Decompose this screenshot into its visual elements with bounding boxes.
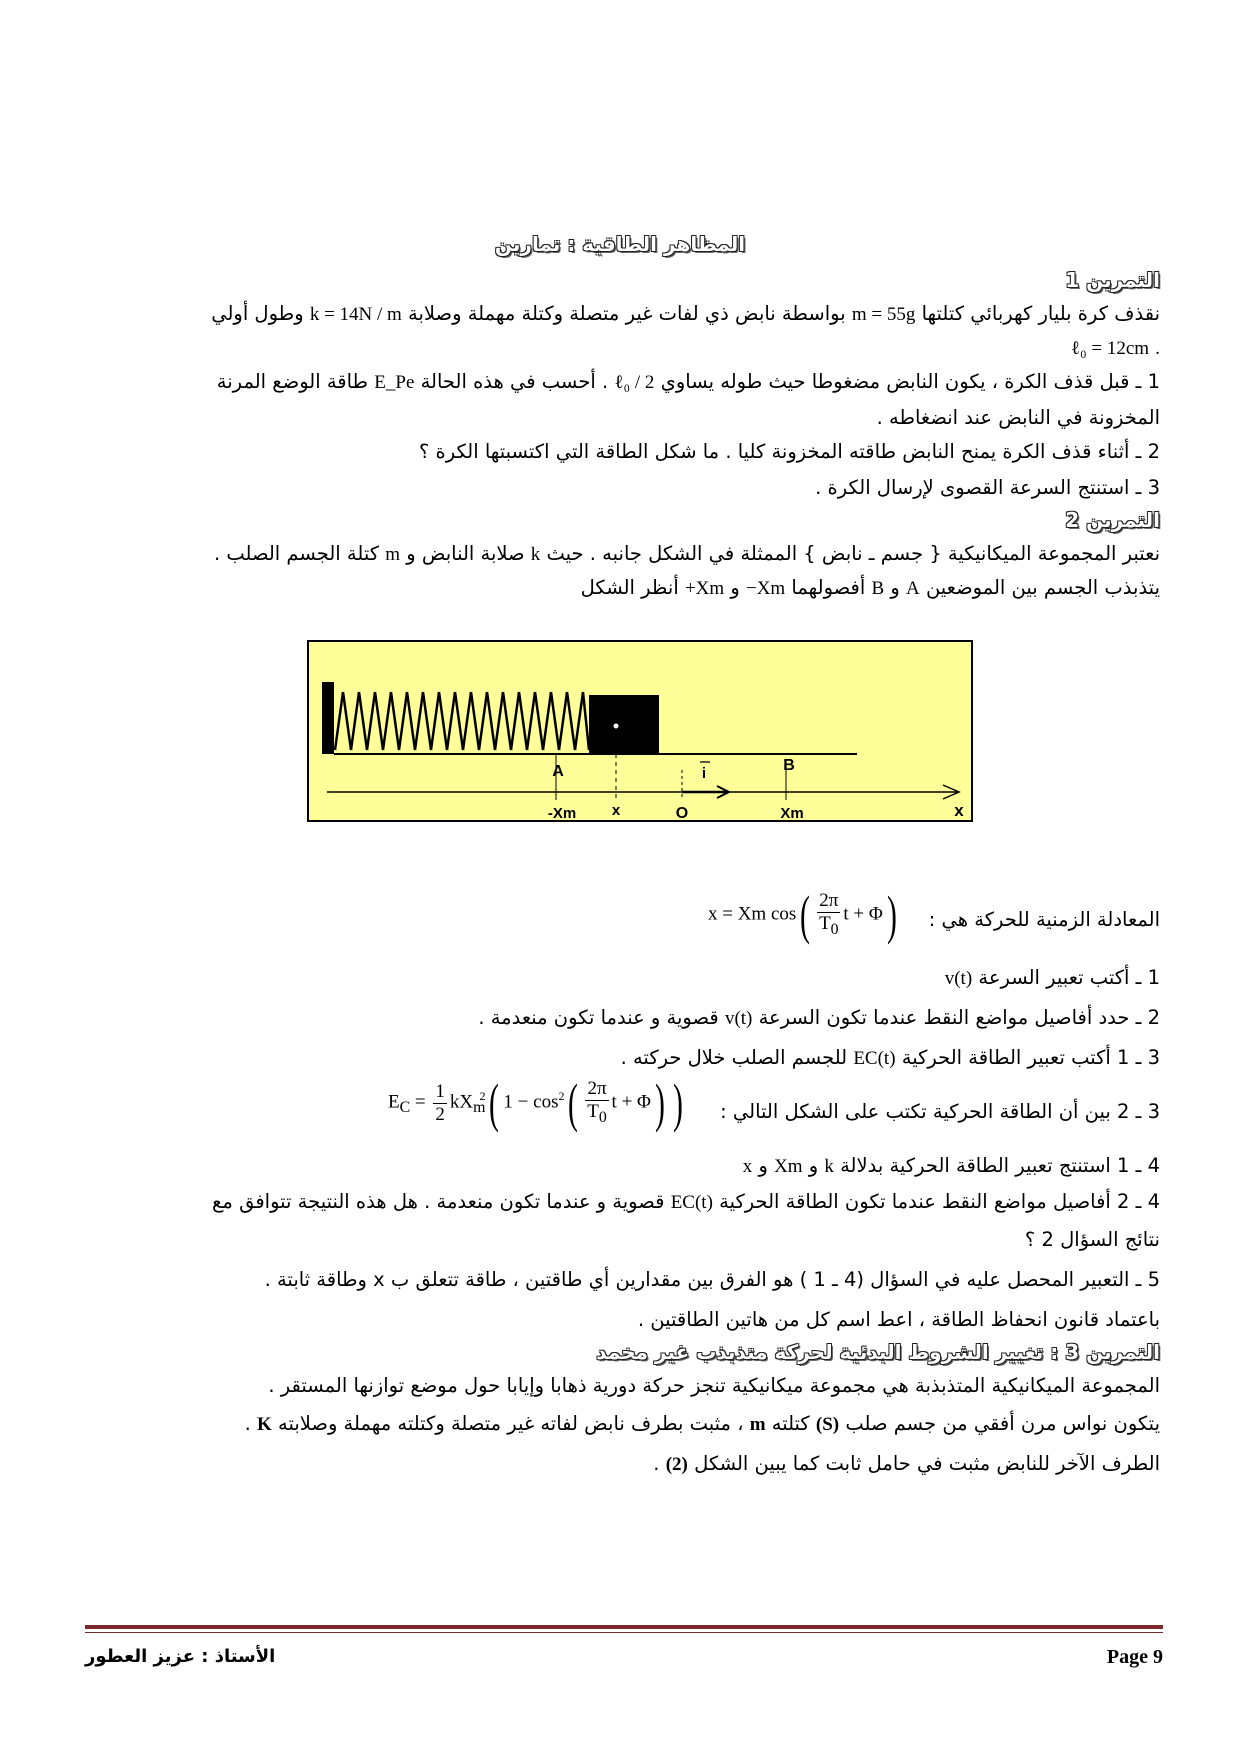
footer-page-number: Page 9 [1106,1646,1163,1668]
ex2-q42-cont: نتائج السؤال 2 ؟ [1024,1228,1160,1251]
mass-center [614,724,619,729]
ex2-q2: 2 ـ حدد أفاصيل مواضع النقط عندما تكون السرعة v(t) قصوية و عندما تكون منعدمة . [478,1006,1160,1029]
motion-equation: x = Xm cos( $\frac{2\pi}{T_0}$ t + Φ) [708,885,897,945]
footer-rule-thick [85,1625,1163,1629]
ex2-line1: نعتبر المجموعة الميكانيكية { جسم ـ نابض } الممثلة في الشكل جانبه . حيث k صلابة النابض و m كتلة الجسم الصلب . [213,542,1160,565]
ex2-q5: 5 ـ التعبير المحصل عليه في السؤال (4 ـ 1 ) هو الفرق بين مقدارين أي طاقتين ، طاقة تتعلق ب x وطاقة ثابتة . [264,1268,1160,1291]
label-neg-xm: -Xm [547,805,577,822]
ex3-heading: التمرين 3 : تغيير الشروط البدئية لحركة متذبذب غير مخمد [596,1340,1160,1364]
ex3-line2: يتكون نواس مرن أفقي من جسم صلب (S) كتلته m ، مثبت بطرف نابض لفاته غير متصلة وكتلته مهملة وصلابته K . [244,1412,1160,1435]
ex2-q42: 4 ـ 2 أفاصيل مواضع النقط عندما تكون الطاقة الحركية EC(t) قصوية و عندما تكون منعدمة . هل هذه النتيجة تتوافق مع [212,1190,1160,1213]
spring-mass-figure [307,640,973,822]
label-x: x [611,802,621,819]
ex3-line1: المجموعة الميكانيكية المتذبذبة هي مجموعة ميكانيكية تنجز حركة دورية ذهابا وإيابا حول موضع توازنها المستقر . [268,1374,1160,1397]
ex1-heading: التمرين 1 [1065,268,1160,292]
ex2-q5-cont: باعتماد قانون انحفاظ الطاقة ، اعط اسم كل من هاتين الطاقتين . [637,1308,1160,1331]
footer-rule-thin [85,1632,1163,1633]
label-A: A [552,763,564,780]
kinetic-energy-equation: $E_C$ = $\frac{1}{2}$ $kX_m^2$( $1 - \cos^2$( $\frac{2\pi}{T_0}$ t + Φ) ) [388,1073,683,1133]
label-i: i [701,765,707,782]
page-title: المظاهر الطاقية : تمارين [494,232,746,256]
ex2-q41: 4 ـ 1 استنتج تعبير الطاقة الحركية بدلالة k و Xm و x [742,1154,1160,1177]
label-xm: Xm [780,805,804,822]
ex2-q1: 1 ـ أكتب تعبير السرعة v(t) [944,966,1160,989]
label-axis-x: x [954,801,964,820]
ex3-line3: الطرف الآخر للنابض مثبت في حامل ثابت كما يبين الشكل (2) . [653,1452,1160,1475]
ex1-q1: 1 ـ قبل قذف الكرة ، يكون النابض مضغوطا حيث طوله يساوي ℓ₀ / 2 . أحسب في هذه الحالة E_Pe طاقة الوضع المرنة [216,370,1160,393]
label-B: B [783,757,795,774]
ex1-line2: . ℓ₀ = 12cm [1070,338,1160,359]
label-O: O [675,805,689,822]
ex2-q32: 3 ـ 2 بين أن الطاقة الحركية تكتب على الشكل التالي : [720,1100,1160,1123]
ex1-line1: نقذف كرة بليار كهربائي كتلتها m = 55g بواسطة نابض ذي لفات غير متصلة وكتلة مهملة وصلابة k = 14N / m وطول أولي [211,302,1160,325]
ex2-q31: 3 ـ 1 أكتب تعبير الطاقة الحركية EC(t) للجسم الصلب خلال حركته . [620,1046,1160,1069]
mass-block [589,695,659,753]
ex1-q2: 2 ـ أثناء قذف الكرة يمنح النابض طاقته المخزونة كليا . ما شكل الطاقة التي اكتسبتها الكرة ؟ [418,440,1160,463]
ex2-line2: يتذبذب الجسم بين الموضعين A و B أفصولهما −Xm و +Xm أنظر الشكل [580,576,1160,599]
ex2-heading: التمرين 2 [1065,508,1160,532]
ex2-eq-intro: المعادلة الزمنية للحركة هي : [928,908,1160,931]
ex1-q1-cont: المخزونة في النابض عند انضغاطه . [876,406,1160,429]
fixed-support [322,682,334,754]
footer-author: الأستاذ : عزيز العطور [85,1646,276,1667]
ex1-q3: 3 ـ استنتج السرعة القصوى لإرسال الكرة . [815,476,1160,499]
